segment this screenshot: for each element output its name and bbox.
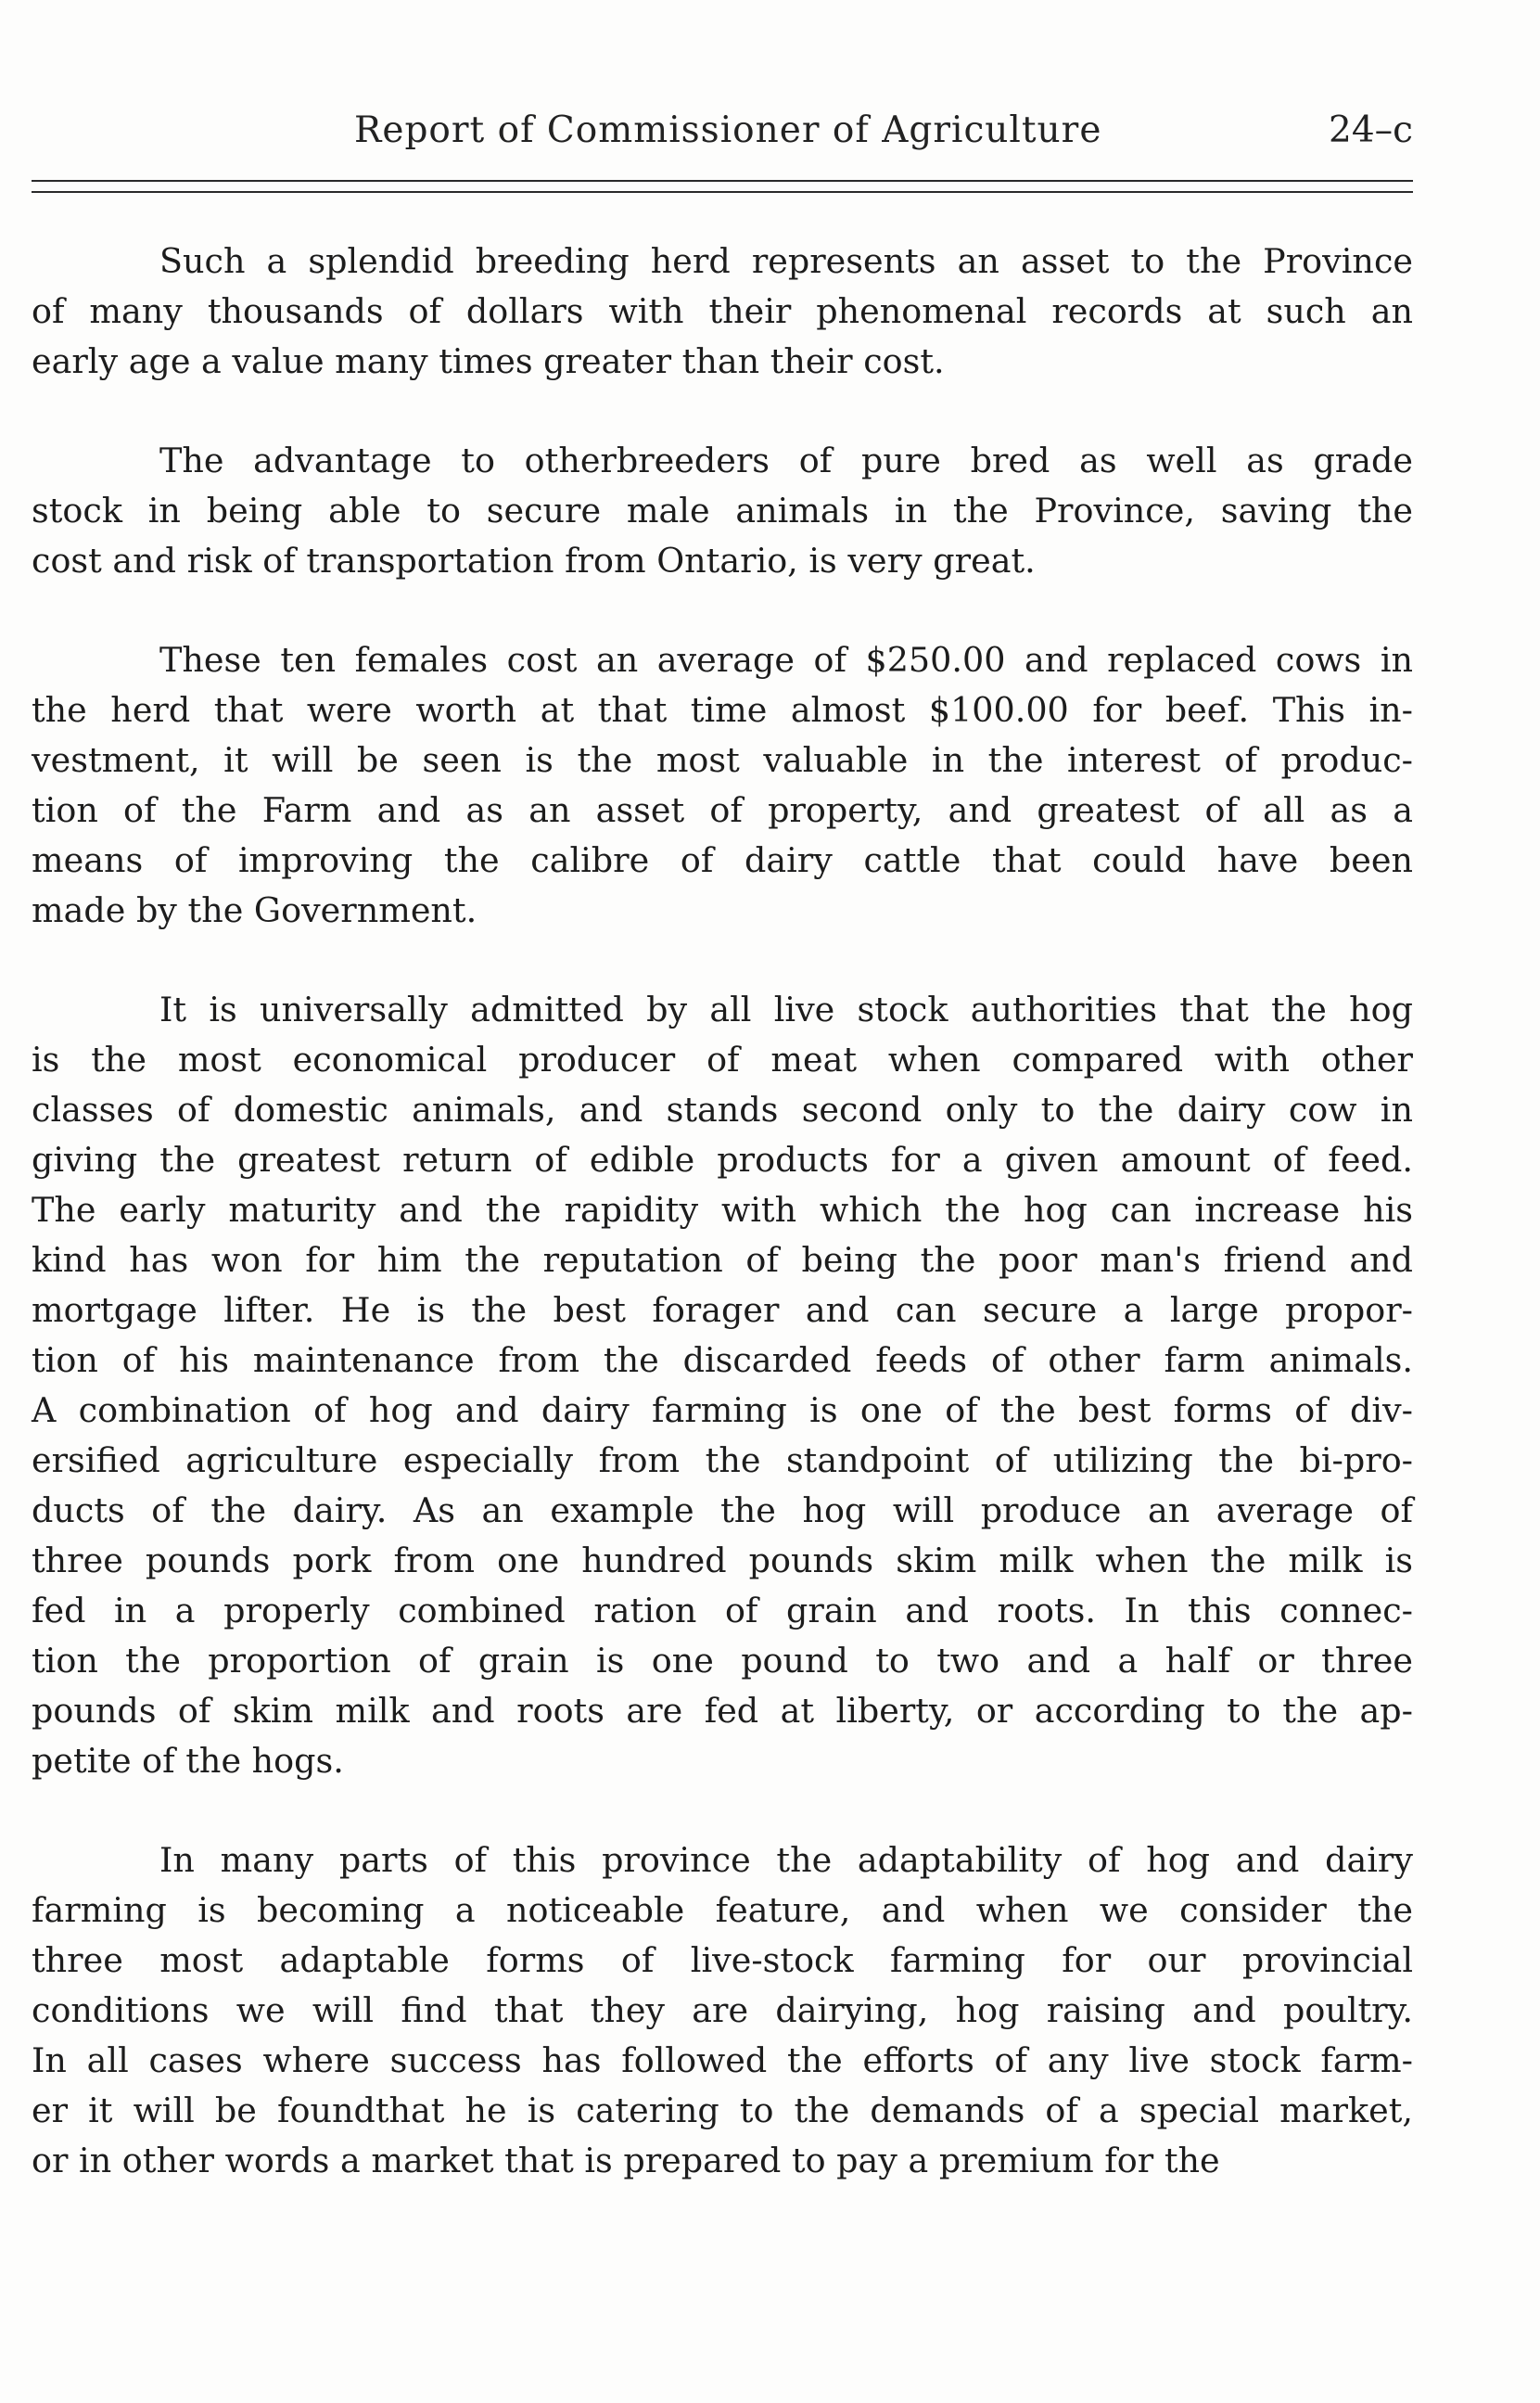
running-title: Report of Commissioner of Agriculture [354,109,1102,151]
text-line: A combination of hog and dairy farming is one of the best forms of div- [32,1390,1413,1430]
page-number: 24–c [1329,109,1413,151]
paragraph [32,436,1413,586]
text-line: ducts of the dairy. As an example the hog will produce an average of [32,1490,1413,1530]
text-line: petite of the hogs. [32,1741,344,1781]
text-line: classes of domestic animals, and stands second only to the dairy cow in [32,1090,1413,1130]
header-rule-bottom [32,191,1413,193]
text-line: three pounds pork from one hundred pounds skim milk when the milk is [32,1540,1413,1580]
text-line: or in other words a market that is prepared to pay a premium for the [32,2141,1220,2180]
paragraph [32,985,1413,1786]
text-line: vestment, it will be seen is the most valuable in the interest of produc- [32,740,1413,780]
running-header [32,109,1413,165]
text-line: fed in a properly combined ration of grain and roots. In this connec- [32,1591,1413,1630]
text-line: It is universally admitted by all live stock authorities that the hog [159,990,1413,1029]
paragraph [32,1835,1413,2186]
text-line: giving the greatest return of edible products for a given amount of feed. [32,1140,1413,1180]
text-line: tion of the Farm and as an asset of property, and greatest of all as a [32,790,1413,830]
text-line: stock in being able to secure male animals in the Province, saving the [32,491,1413,530]
text-line: early age a value many times greater than their cost. [32,341,945,381]
body-text [32,236,1413,2235]
text-line: These ten females cost an average of $250.00 and replaced cows in [159,640,1413,680]
text-line: farming is becoming a noticeable feature, and when we consider the [32,1890,1413,1930]
text-line: conditions we will find that they are dairying, hog raising and poultry. [32,1990,1413,2030]
text-line: In many parts of this province the adaptability of hog and dairy [159,1840,1413,1880]
text-line: tion of his maintenance from the discarded feeds of other farm animals. [32,1340,1413,1380]
text-line: tion the proportion of grain is one pound to two and a half or three [32,1641,1413,1681]
text-line: The early maturity and the rapidity with which the hog can increase his [32,1190,1413,1230]
text-line: pounds of skim milk and roots are fed at liberty, or according to the ap- [32,1691,1413,1731]
paragraph [32,236,1413,387]
text-line: ersified agriculture especially from the standpoint of utilizing the bi-pro- [32,1440,1413,1480]
text-line: In all cases where success has followed the efforts of any live stock farm- [32,2040,1413,2080]
text-line: of many thousands of dollars with their phenomenal records at such an [32,291,1413,331]
text-line: er it will be foundthat he is catering to the demands of a special market, [32,2090,1413,2130]
text-line: three most adaptable forms of live-stock farming for our provincial [32,1940,1413,1980]
text-line: cost and risk of transportation from Ontario, is very great. [32,541,1036,581]
text-line: means of improving the calibre of dairy cattle that could have been [32,840,1413,880]
text-line: The advantage to otherbreeders of pure bred as well as grade [159,441,1413,480]
paragraph [32,635,1413,936]
text-line: made by the Government. [32,890,477,930]
text-line: mortgage lifter. He is the best forager and can secure a large propor- [32,1290,1413,1330]
text-line: the herd that were worth at that time almost $100.00 for beef. This in- [32,690,1413,730]
text-line: is the most economical producer of meat when compared with other [32,1040,1413,1080]
header-rule-top [32,180,1413,182]
text-line: Such a splendid breeding herd represents an asset to the Province [159,241,1413,281]
text-line: kind has won for him the reputation of being the poor man's friend and [32,1240,1413,1280]
